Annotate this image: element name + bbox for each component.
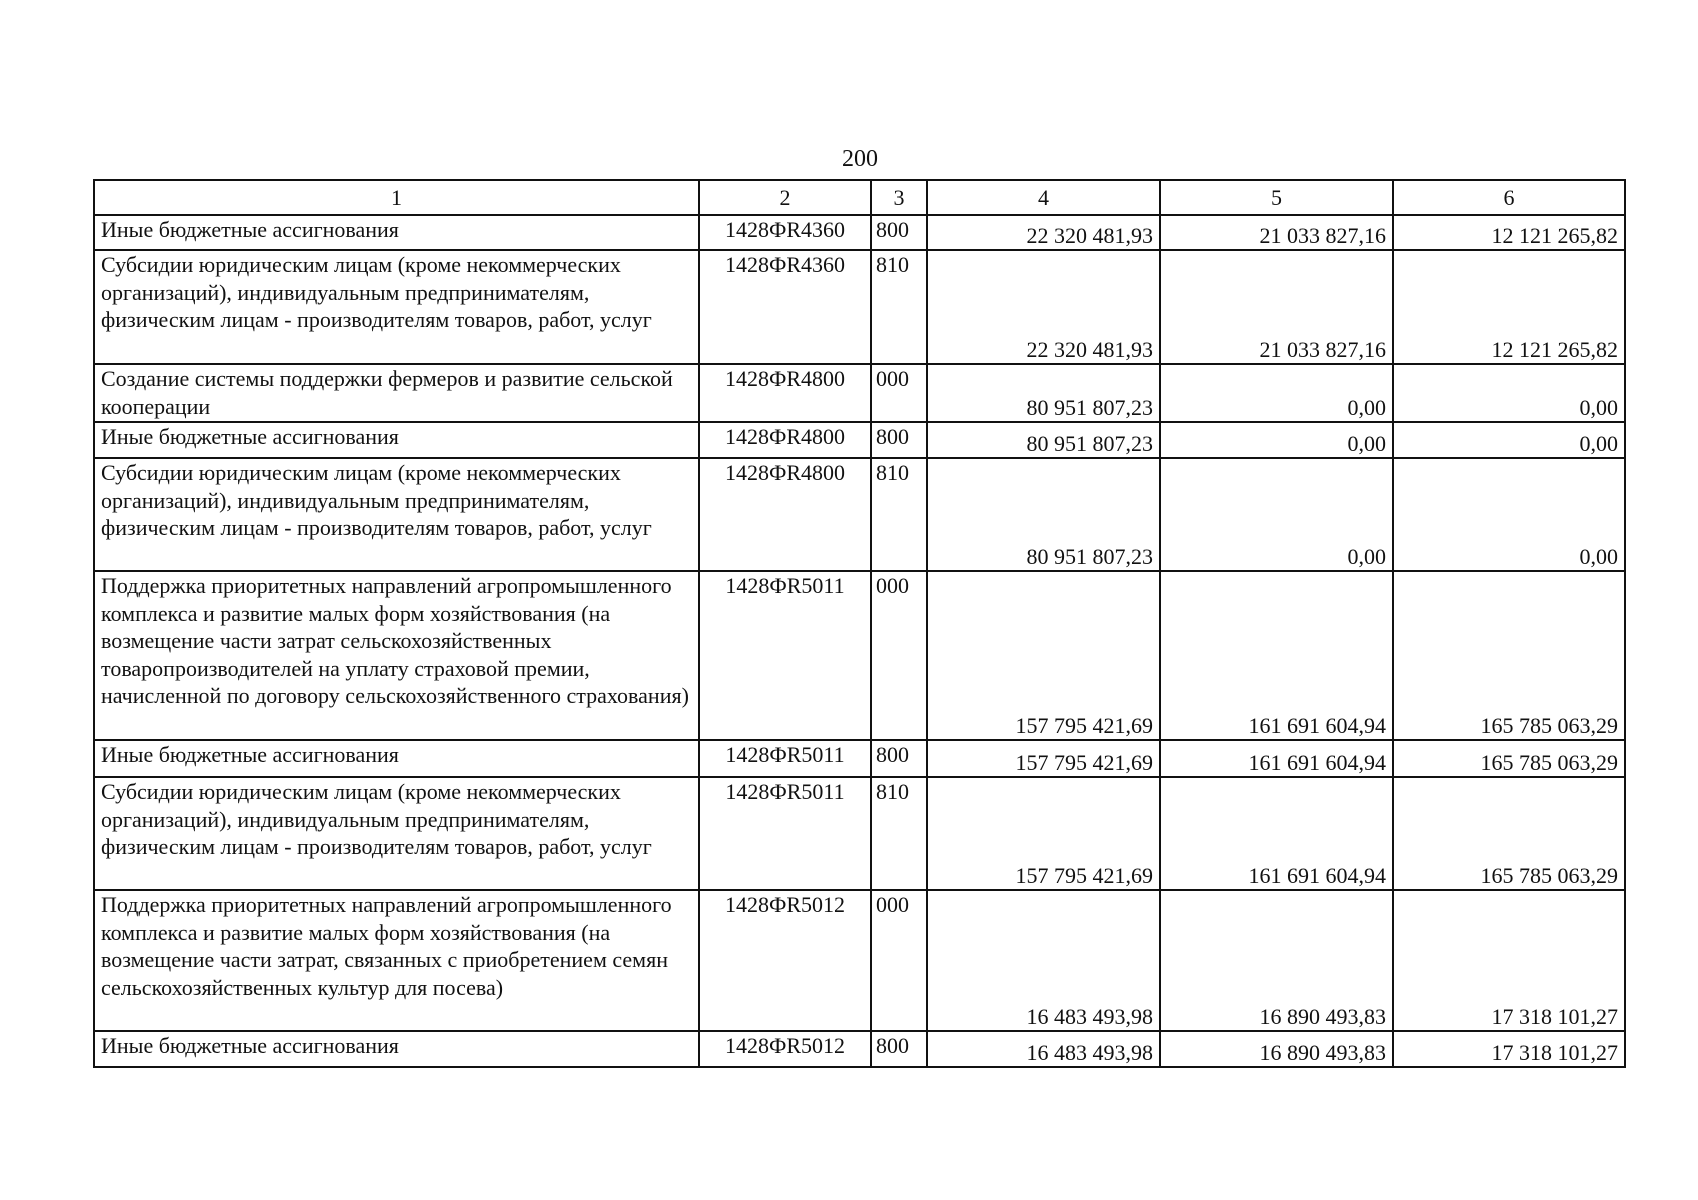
row-code: 1428ФR4800 (699, 422, 871, 458)
row-value-4: 157 795 421,69 (927, 777, 1160, 890)
row-code: 1428ФR4800 (699, 364, 871, 422)
row-description: Создание системы поддержки фермеров и развитие сельской кооперации (94, 364, 699, 422)
row-code: 1428ФR5011 (699, 740, 871, 777)
row-description: Иные бюджетные ассигнования (94, 740, 699, 777)
row-value-5: 0,00 (1160, 458, 1393, 571)
row-type: 810 (871, 250, 927, 364)
row-value-4: 80 951 807,23 (927, 458, 1160, 571)
row-code: 1428ФR5012 (699, 890, 871, 1031)
table-row (94, 422, 1625, 458)
table-row (94, 250, 1625, 364)
row-value-5: 0,00 (1160, 422, 1393, 458)
row-code: 1428ФR5012 (699, 1031, 871, 1067)
row-description: Иные бюджетные ассигнования (94, 1031, 699, 1067)
row-value-4: 16 483 493,98 (927, 1031, 1160, 1067)
row-value-5: 161 691 604,94 (1160, 740, 1393, 777)
row-code: 1428ФR5011 (699, 571, 871, 740)
row-value-4: 16 483 493,98 (927, 890, 1160, 1031)
row-description: Иные бюджетные ассигнования (94, 422, 699, 458)
row-description: Субсидии юридическим лицам (кроме некоммерческих организаций), индивидуальным предпринимателям, физическим лицам - производителям товаров, работ, услуг (94, 777, 699, 890)
row-value-6: 12 121 265,82 (1393, 250, 1625, 364)
row-value-4: 157 795 421,69 (927, 740, 1160, 777)
row-value-6: 17 318 101,27 (1393, 1031, 1625, 1067)
table-row (94, 458, 1625, 571)
row-description: Поддержка приоритетных направлений агропромышленного комплекса и развитие малых форм хозяйствования (на возмещение части затрат сельскохозяйственных товаропроизводителей на уплату страховой премии, начисленной по договору сельскохозяйственного страхования) (94, 571, 699, 740)
table-header-row (94, 180, 1625, 215)
column-header: 6 (1393, 180, 1625, 215)
row-value-5: 161 691 604,94 (1160, 777, 1393, 890)
row-description: Субсидии юридическим лицам (кроме некоммерческих организаций), индивидуальным предпринимателям, физическим лицам - производителям товаров, работ, услуг (94, 458, 699, 571)
row-code: 1428ФR4360 (699, 215, 871, 250)
row-description: Иные бюджетные ассигнования (94, 215, 699, 250)
row-type: 000 (871, 571, 927, 740)
column-header: 5 (1160, 180, 1393, 215)
row-description: Субсидии юридическим лицам (кроме некоммерческих организаций), индивидуальным предпринимателям, физическим лицам - производителям товаров, работ, услуг (94, 250, 699, 364)
row-value-5: 21 033 827,16 (1160, 215, 1393, 250)
table-row (94, 890, 1625, 1031)
row-value-4: 22 320 481,93 (927, 215, 1160, 250)
table-row (94, 215, 1625, 250)
row-code: 1428ФR4800 (699, 458, 871, 571)
row-type: 000 (871, 364, 927, 422)
column-header: 4 (927, 180, 1160, 215)
column-header: 1 (94, 180, 699, 215)
row-description: Поддержка приоритетных направлений агропромышленного комплекса и развитие малых форм хозяйствования (на возмещение части затрат, связанных с приобретением семян сельскохозяйственных культур для посева) (94, 890, 699, 1031)
table-row (94, 1031, 1625, 1067)
table-row (94, 740, 1625, 777)
table-row (94, 364, 1625, 422)
column-header: 2 (699, 180, 871, 215)
row-value-4: 157 795 421,69 (927, 571, 1160, 740)
row-type: 800 (871, 215, 927, 250)
row-value-5: 0,00 (1160, 364, 1393, 422)
row-value-6: 0,00 (1393, 364, 1625, 422)
row-type: 810 (871, 777, 927, 890)
row-value-5: 16 890 493,83 (1160, 890, 1393, 1031)
row-value-6: 17 318 101,27 (1393, 890, 1625, 1031)
row-value-6: 165 785 063,29 (1393, 777, 1625, 890)
row-code: 1428ФR4360 (699, 250, 871, 364)
budget-table (93, 179, 1626, 1068)
row-type: 800 (871, 422, 927, 458)
row-type: 800 (871, 1031, 927, 1067)
row-value-4: 22 320 481,93 (927, 250, 1160, 364)
row-value-6: 12 121 265,82 (1393, 215, 1625, 250)
row-type: 810 (871, 458, 927, 571)
row-code: 1428ФR5011 (699, 777, 871, 890)
table-row (94, 777, 1625, 890)
row-value-6: 0,00 (1393, 422, 1625, 458)
column-header: 3 (871, 180, 927, 215)
row-value-5: 161 691 604,94 (1160, 571, 1393, 740)
row-value-4: 80 951 807,23 (927, 422, 1160, 458)
table-row (94, 571, 1625, 740)
row-value-6: 0,00 (1393, 458, 1625, 571)
row-value-5: 16 890 493,83 (1160, 1031, 1393, 1067)
row-type: 800 (871, 740, 927, 777)
page-number: 200 (842, 146, 878, 172)
row-value-6: 165 785 063,29 (1393, 571, 1625, 740)
row-type: 000 (871, 890, 927, 1031)
row-value-5: 21 033 827,16 (1160, 250, 1393, 364)
row-value-4: 80 951 807,23 (927, 364, 1160, 422)
row-value-6: 165 785 063,29 (1393, 740, 1625, 777)
